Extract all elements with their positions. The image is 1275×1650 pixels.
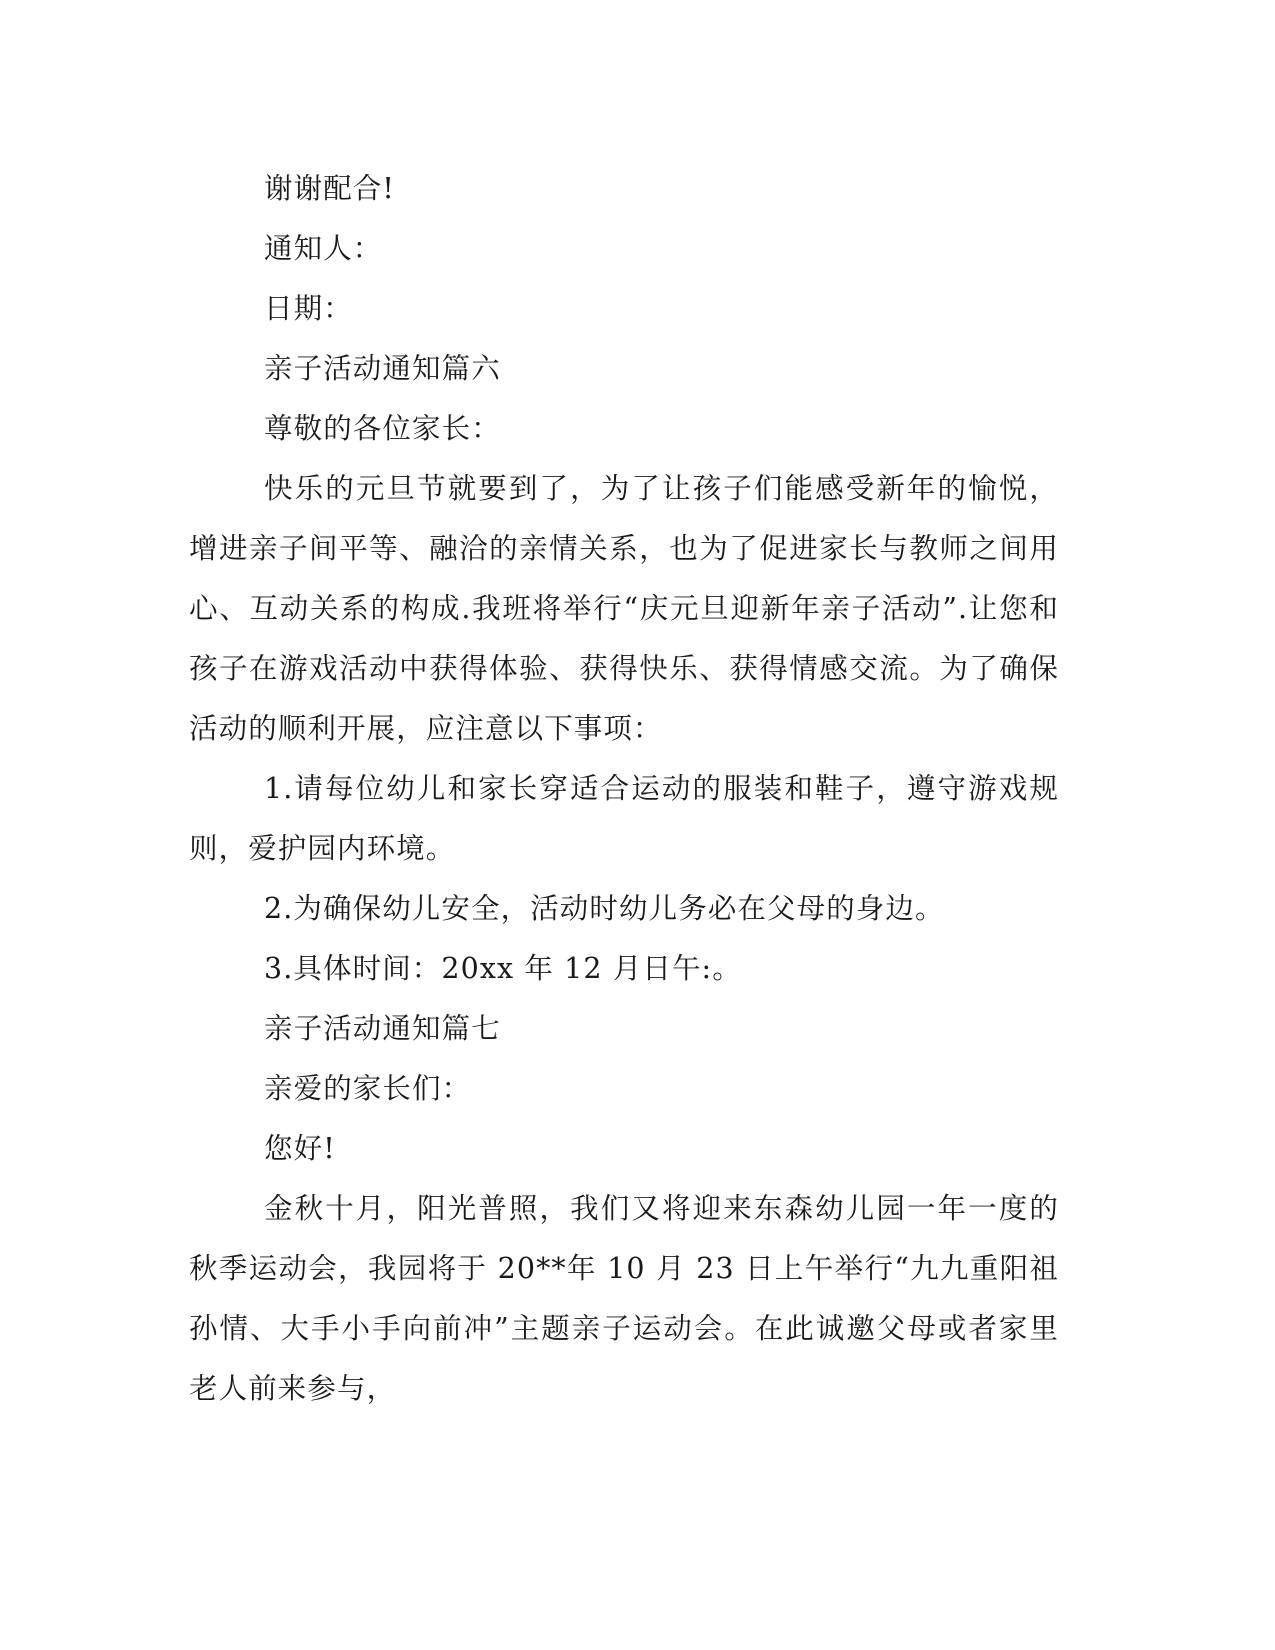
salutation-7: 亲爱的家长们：	[264, 1072, 472, 1105]
section-heading-6: 亲子活动通知篇六	[264, 352, 501, 385]
body-paragraph-7: 金秋十月，阳光普照，我们又将迎来东森幼儿园一年一度的秋季运动会，我园将于 20**年 10 月 23 日上午举行“九九重阳祖孙情、大手小手向前冲”主题亲子运动会。在此诚邀父母或者家里老人前来参与，	[189, 1192, 1059, 1405]
date-line: 日期：	[264, 292, 353, 325]
list-item-2: 2.为确保幼儿安全，活动时幼儿务必在父母的身边。	[264, 892, 945, 925]
salutation-6: 尊敬的各位家长：	[264, 412, 501, 445]
list-item-3: 3.具体时间：20xx 年 12 月日午:。	[264, 952, 742, 985]
list-item-1: 1.请每位幼儿和家长穿适合运动的服装和鞋子，遵守游戏规则，爱护园内环境。	[189, 772, 1059, 865]
section-heading-7: 亲子活动通知篇七	[264, 1012, 501, 1045]
document-body	[189, 159, 1059, 1419]
body-paragraph-6: 快乐的元旦节就要到了，为了让孩子们能感受新年的愉悦，增进亲子间平等、融洽的亲情关系，也为了促进家长与教师之间用心、互动关系的构成.我班将举行“庆元旦迎新年亲子活动”.让您和孩子在游戏活动中获得体验、获得快乐、获得情感交流。为了确保活动的顺利开展，应注意以下事项：	[189, 472, 1059, 745]
greeting: 您好!	[264, 1132, 336, 1165]
notifier-line: 通知人：	[264, 232, 383, 265]
closing-thanks: 谢谢配合!	[264, 172, 395, 205]
